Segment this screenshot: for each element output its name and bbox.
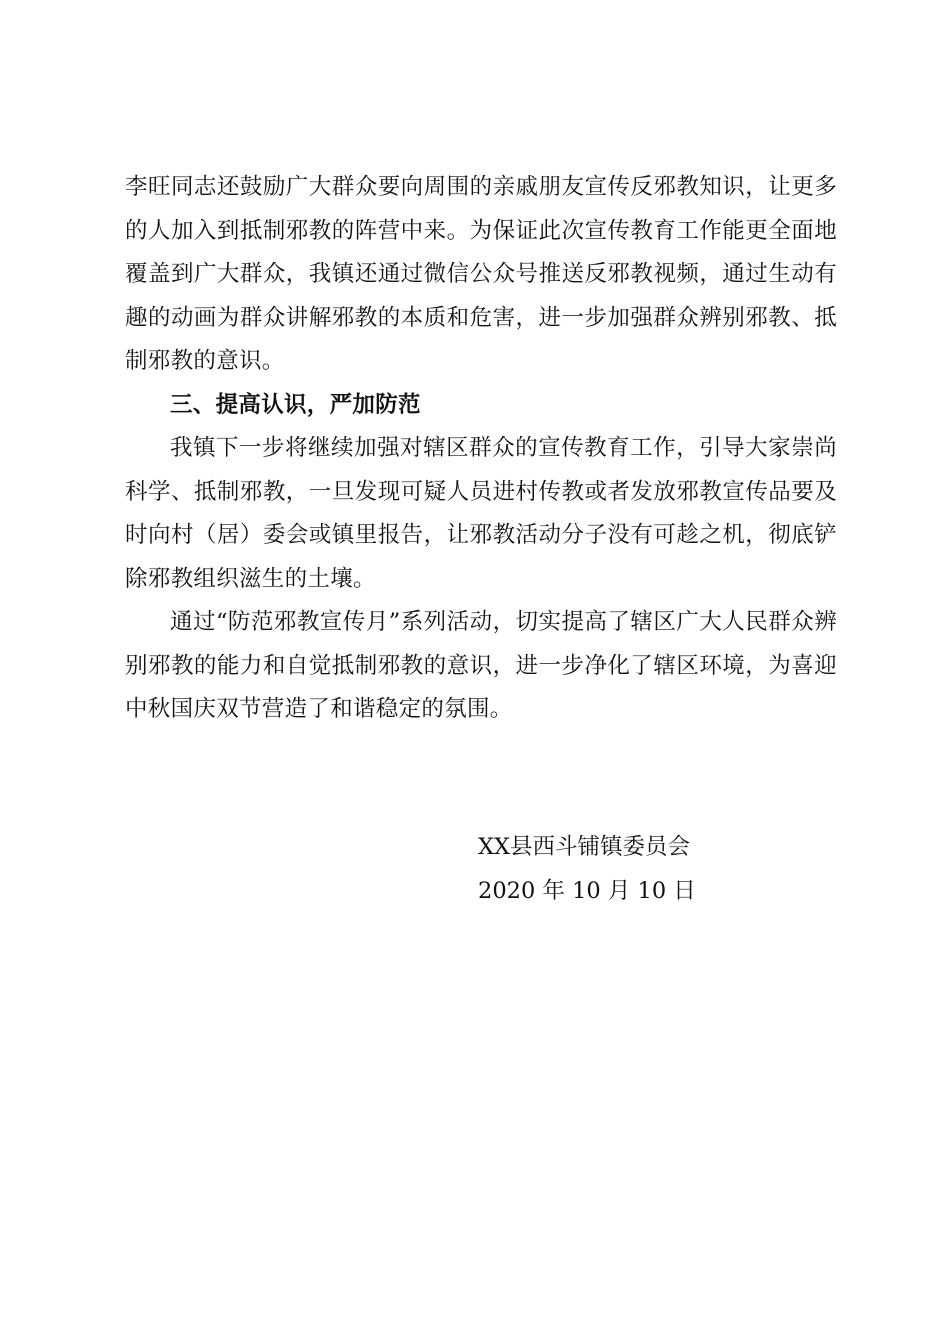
paragraph-conclusion: 通过“防范邪教宣传月”系列活动，切实提高了辖区广大人民群众辨别邪教的能力和自觉抵制邪教的意识，进一步净化了辖区环境，为喜迎中秋国庆双节营造了和谐稳定的氛围。 xyxy=(125,609,837,722)
signature-date: 2020 年 10 月 10 日 xyxy=(478,877,696,904)
section-heading: 三、提高认识，严加防范 xyxy=(170,391,421,418)
signature-organization: XX县西斗铺镇委员会 xyxy=(478,834,691,860)
paragraph-continuation: 李旺同志还鼓励广大群众要向周围的亲戚朋友宣传反邪教知识，让更多的人加入到抵制邪教的阵营中来。为保证此次宣传教育工作能更全面地覆盖到广大群众，我镇还通过微信公众号推送反邪教视频，通过生动有趣的动画为群众讲解邪教的本质和危害，进一步加强群众辨别邪教、抵制邪教的意识。 xyxy=(125,174,837,374)
document-body xyxy=(125,166,837,732)
signature-block xyxy=(478,826,838,913)
paragraph-next-steps: 我镇下一步将继续加强对辖区群众的宣传教育工作，引导大家崇尚科学、抵制邪教，一旦发现可疑人员进村传教或者发放邪教宣传品要及时向村（居）委会或镇里报告，让邪教活动分子没有可趁之机，彻底铲除邪教组织滋生的土壤。 xyxy=(125,435,837,592)
